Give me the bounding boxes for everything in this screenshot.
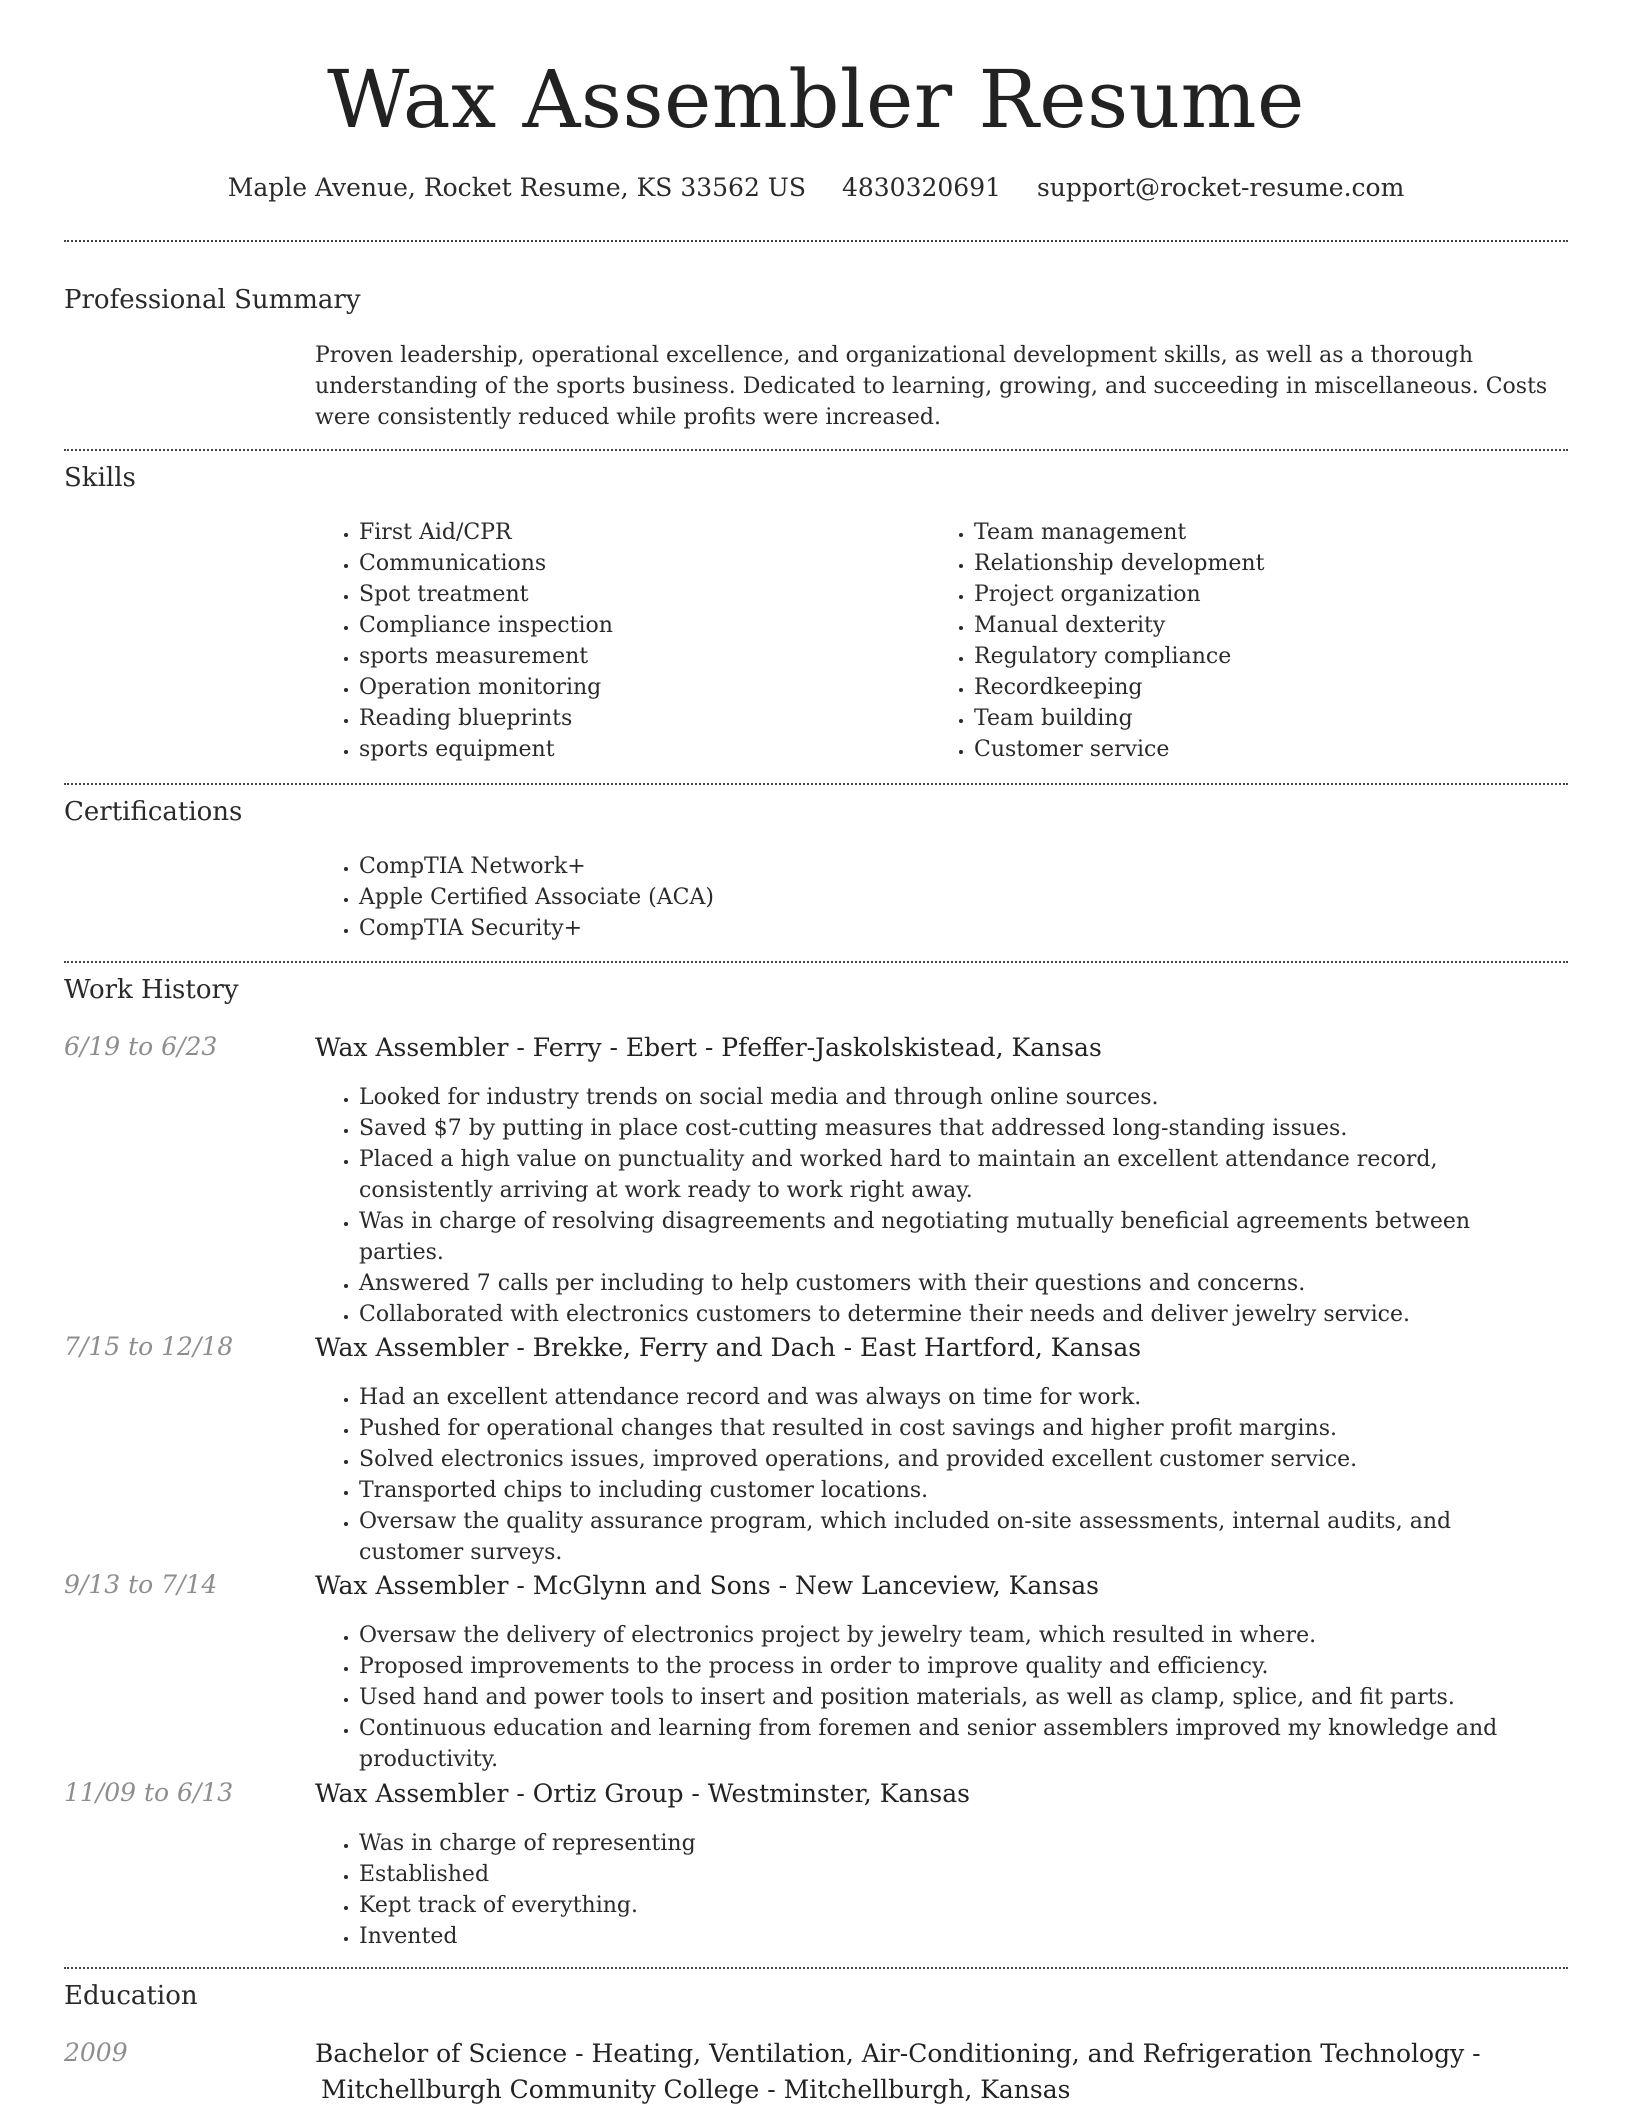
job-bullets [315,1382,1555,1568]
skill-item: • Team building [974,703,1550,734]
skills-list-right [930,517,1550,765]
divider [64,449,1568,451]
job-bullet: • Pushed for operational changes that resulted in cost savings and higher profit margins. [359,1413,1555,1444]
summary-heading: Professional Summary [64,285,361,315]
education-year: 2009 [64,2038,128,2067]
skill-item: • sports measurement [359,641,915,672]
education-school: Mitchellburgh Community College - Mitchellburgh, Kansas [321,2075,1071,2104]
divider [64,240,1568,242]
job-bullet: • Invented [359,1921,1555,1952]
job-dates: 7/15 to 12/18 [64,1332,234,1361]
job-bullet: • Saved $7 by putting in place cost-cutting measures that addressed long-standing issues. [359,1113,1555,1144]
skill-item: • Communications [359,548,915,579]
skill-item: • Customer service [974,734,1550,765]
job-bullet: • Was in charge of representing [359,1828,1555,1859]
job-bullet: • Proposed improvements to the process in order to improve quality and efficiency. [359,1651,1555,1682]
job-title: Wax Assembler - Ortiz Group - Westminster, Kansas [315,1779,970,1808]
skill-item: • sports equipment [359,734,915,765]
job-bullet: • Continuous education and learning from foremen and senior assemblers improved my knowledge and productivity. [359,1713,1555,1775]
skill-item: • Regulatory compliance [974,641,1550,672]
skill-item: • Project organization [974,579,1550,610]
contact-email: support@rocket-resume.com [1036,173,1405,202]
education-heading: Education [64,1981,198,2011]
job-title: Wax Assembler - Brekke, Ferry and Dach - East Hartford, Kansas [315,1333,1142,1362]
skill-item: • Relationship development [974,548,1550,579]
summary-text: Proven leadership, operational excellence, and organizational development skills, as well as a thorough understanding of the sports business. Dedicated to learning, growing, and succeeding in miscellaneous. Costs were consistently reduced while profits were increased. [315,343,1548,430]
skill-item: • Recordkeeping [974,672,1550,703]
job-bullet: • Solved electronics issues, improved operations, and provided excellent customer service. [359,1444,1555,1475]
job-bullet: • Transported chips to including customer locations. [359,1475,1555,1506]
contact-phone: 4830320691 [841,173,1002,202]
job-bullet: • Oversaw the quality assurance program, which included on-site assessments, internal audits, and customer surveys. [359,1506,1555,1568]
skill-item: • First Aid/CPR [359,517,915,548]
contact-address: Maple Avenue, Rocket Resume, KS 33562 US [227,173,806,202]
divider [64,961,1568,963]
job-bullet: • Collaborated with electronics customers to determine their needs and deliver jewelry service. [359,1299,1555,1330]
job-dates: 9/13 to 7/14 [64,1570,218,1599]
job-bullets [315,1082,1555,1330]
education-entry [315,2036,1565,2108]
skill-item: • Team management [974,517,1550,548]
certification-item: • Apple Certified Associate (ACA) [359,882,1555,913]
job-bullet: • Established [359,1859,1555,1890]
certification-item: • CompTIA Network+ [359,851,1555,882]
skills-list-left [315,517,915,765]
certification-item: • CompTIA Security+ [359,913,1555,944]
skill-item: • Operation monitoring [359,672,915,703]
certifications-list [315,851,1555,944]
job-dates: 6/19 to 6/23 [64,1032,218,1061]
job-bullets [315,1620,1555,1775]
job-title: Wax Assembler - Ferry - Ebert - Pfeffer-Jaskolskistead, Kansas [315,1033,1102,1062]
job-bullet: • Had an excellent attendance record and was always on time for work. [359,1382,1555,1413]
divider [64,783,1568,785]
job-dates: 11/09 to 6/13 [64,1778,234,1807]
job-bullet: • Kept track of everything. [359,1890,1555,1921]
job-bullet: • Answered 7 calls per including to help customers with their questions and concerns. [359,1268,1555,1299]
resume-title: Wax Assembler Resume [327,53,1305,146]
skill-item: • Spot treatment [359,579,915,610]
certifications-heading: Certifications [64,797,243,827]
skill-item: • Compliance inspection [359,610,915,641]
skills-heading: Skills [64,463,136,493]
job-bullet: • Used hand and power tools to insert and position materials, as well as clamp, splice, and fit parts. [359,1682,1555,1713]
job-title: Wax Assembler - McGlynn and Sons - New Lanceview, Kansas [315,1571,1099,1600]
contact-line [0,168,1632,208]
job-bullets [315,1828,1555,1952]
education-degree: Bachelor of Science - Heating, Ventilation, Air-Conditioning, and Refrigeration Technology - [315,2039,1481,2068]
divider [64,1967,1568,1969]
work-history-heading: Work History [64,975,239,1005]
job-bullet: • Placed a high value on punctuality and worked hard to maintain an excellent attendance record, consistently arriving at work ready to work right away. [359,1144,1555,1206]
job-bullet: • Oversaw the delivery of electronics project by jewelry team, which resulted in where. [359,1620,1555,1651]
skill-item: • Manual dexterity [974,610,1550,641]
skill-item: • Reading blueprints [359,703,915,734]
job-bullet: • Looked for industry trends on social media and through online sources. [359,1082,1555,1113]
job-bullet: • Was in charge of resolving disagreements and negotiating mutually beneficial agreements between parties. [359,1206,1555,1268]
